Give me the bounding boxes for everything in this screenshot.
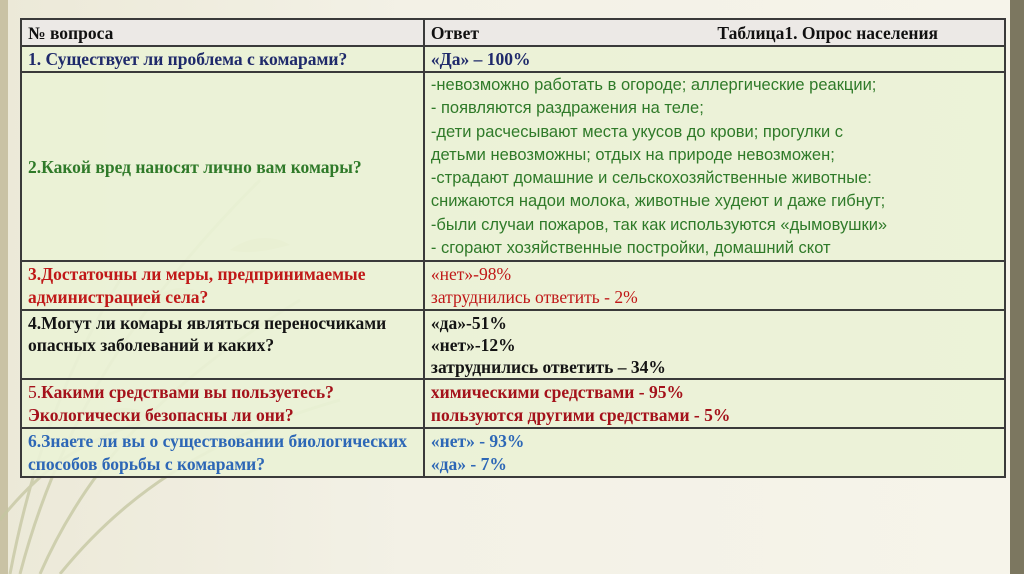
answer-line: «нет»-12% [430, 335, 516, 356]
header-answer-cell [424, 19, 1005, 46]
answer-line: - сгорают хозяйственные постройки, домашний скот [430, 239, 831, 258]
answer-line: - появляются раздражения на теле; [430, 99, 704, 118]
question-text-2: 2.Какой вред наносят лично вам комары? [28, 156, 362, 177]
answer-cell-5 [424, 379, 1005, 428]
table-row [21, 72, 1005, 261]
table-row [21, 261, 1005, 310]
answer-cell-6 [424, 428, 1005, 477]
answer-line: -были случаи пожаров, так как используются «дымовушки» [430, 215, 888, 234]
answer-line: детьми невозможны; отдых на природе невозможен; [430, 145, 835, 164]
question-text-5a: Какими средствами вы пользуетесь? [41, 382, 334, 403]
question-number-5: 5. [28, 382, 42, 403]
question-text-3: 3.Достаточны ли меры, предпринимаемые администрацией села? [28, 264, 366, 308]
answer-line: затруднились ответить - 2% [430, 287, 638, 308]
answer-line: «Да» – 100% [430, 49, 531, 69]
table-title: Таблица1. Опрос населения [717, 23, 938, 43]
answer-cell-4 [424, 310, 1005, 379]
question-cell-3 [21, 261, 424, 310]
table-row [21, 428, 1005, 477]
question-cell-5 [21, 379, 424, 428]
answer-line: пользуются другими средствами - 5% [430, 405, 731, 426]
answer-cell-2 [424, 72, 1005, 261]
answer-line: «нет»-98% [430, 264, 512, 285]
answer-cell-3 [424, 261, 1005, 310]
question-cell-2 [21, 72, 424, 261]
answer-line: «да» - 7% [430, 454, 507, 475]
table-header-row [21, 19, 1005, 46]
question-text-5b: Экологически безопасны ли они? [28, 405, 294, 426]
question-text-6: 6.Знаете ли вы о существовании биологических способов борьбы с комарами? [28, 431, 407, 475]
question-text-4: 4.Могут ли комары являться переносчиками опасных заболеваний и каких? [28, 313, 387, 356]
answer-cell-1 [424, 46, 1005, 72]
question-text-1: 1. Существует ли проблема с комарами? [28, 49, 348, 69]
table-row [21, 46, 1005, 72]
answer-line: «нет» - 93% [430, 431, 525, 452]
answer-line: -страдают домашние и сельскохозяйственные животные: [430, 169, 872, 188]
question-cell-1 [21, 46, 424, 72]
question-cell-6 [21, 428, 424, 477]
answer-line: снижаются надои молока, животные худеют и даже гибнут; [430, 192, 886, 211]
table-row [21, 379, 1005, 428]
header-question-cell [21, 19, 424, 46]
question-cell-4 [21, 310, 424, 379]
survey-table [20, 18, 1006, 478]
answer-line: химическими средствами - 95% [430, 382, 684, 403]
answer-line: затруднились ответить – 34% [430, 357, 666, 378]
answer-line: -дети расчесывают места укусов до крови; прогулки с [430, 122, 844, 141]
answer-line: -невозможно работать в огороде; аллергические реакции; [430, 76, 877, 94]
table-row [21, 310, 1005, 379]
header-answer-label: Ответ [430, 23, 479, 43]
header-question-label: № вопроса [28, 23, 114, 43]
answer-line: «да»-51% [430, 313, 507, 334]
